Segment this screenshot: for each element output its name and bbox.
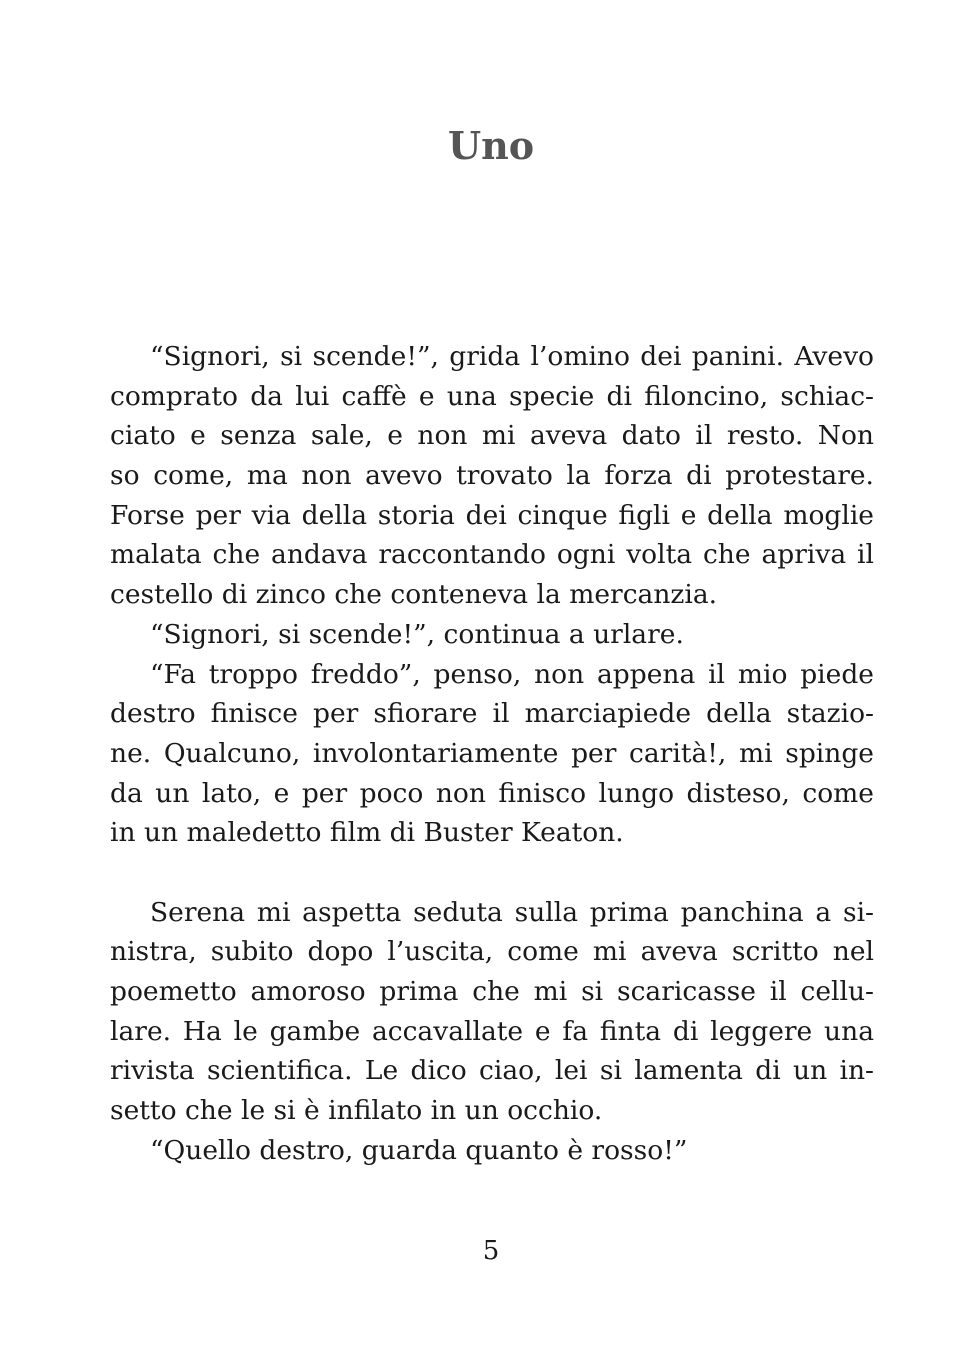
text-line: Serena mi aspetta seduta sulla prima panchina a si- bbox=[150, 896, 874, 928]
page-number: 5 bbox=[482, 1236, 500, 1266]
text-line: da un lato, e per poco non finisco lungo disteso, come bbox=[110, 777, 874, 809]
text-line: cestello di zinco che conteneva la mercanzia. bbox=[110, 579, 718, 611]
text-line: “Signori, si scende!”, continua a urlare. bbox=[150, 618, 684, 650]
text-line: “Quello destro, guarda quanto è rosso!” bbox=[150, 1134, 688, 1166]
text-line: poemetto amoroso prima che mi si scaricasse il cellu- bbox=[110, 976, 874, 1007]
text-line: destro finisce per sfiorare il marciapiede della stazio- bbox=[110, 698, 874, 730]
text-line: in un maledetto film di Buster Keaton. bbox=[110, 817, 624, 849]
text-line: “Signori, si scende!”, grida l’omino dei panini. Avevo bbox=[150, 341, 874, 372]
chapter-title: Uno bbox=[447, 123, 535, 168]
text-line: lare. Ha le gambe accavallate e fa finta di leggere una bbox=[110, 1015, 874, 1047]
text-line: “Fa troppo freddo”, penso, non appena il mio piede bbox=[150, 658, 874, 690]
text-line: so come, ma non avevo trovato la forza di protestare. bbox=[110, 460, 874, 492]
text-line: Forse per via della storia dei cinque figli e della moglie bbox=[110, 499, 874, 531]
section-break bbox=[110, 853, 874, 893]
text-line: ciato e senza sale, e non mi aveva dato il resto. Non bbox=[110, 420, 874, 452]
text-line: setto che le si è infilato in un occhio. bbox=[110, 1095, 603, 1127]
text-line: nistra, subito dopo l’uscita, come mi aveva scritto nel bbox=[110, 936, 874, 968]
body-text bbox=[110, 337, 874, 1170]
text-line: comprato da lui caffè e una specie di filoncino, schiac- bbox=[110, 380, 874, 412]
text-line: rivista scientifica. Le dico ciao, lei si lamenta di un in- bbox=[110, 1055, 874, 1087]
text-line: ne. Qualcuno, involontariamente per carità!, mi spinge bbox=[110, 737, 874, 769]
text-line: malata che andava raccontando ogni volta che apriva il bbox=[110, 539, 874, 571]
